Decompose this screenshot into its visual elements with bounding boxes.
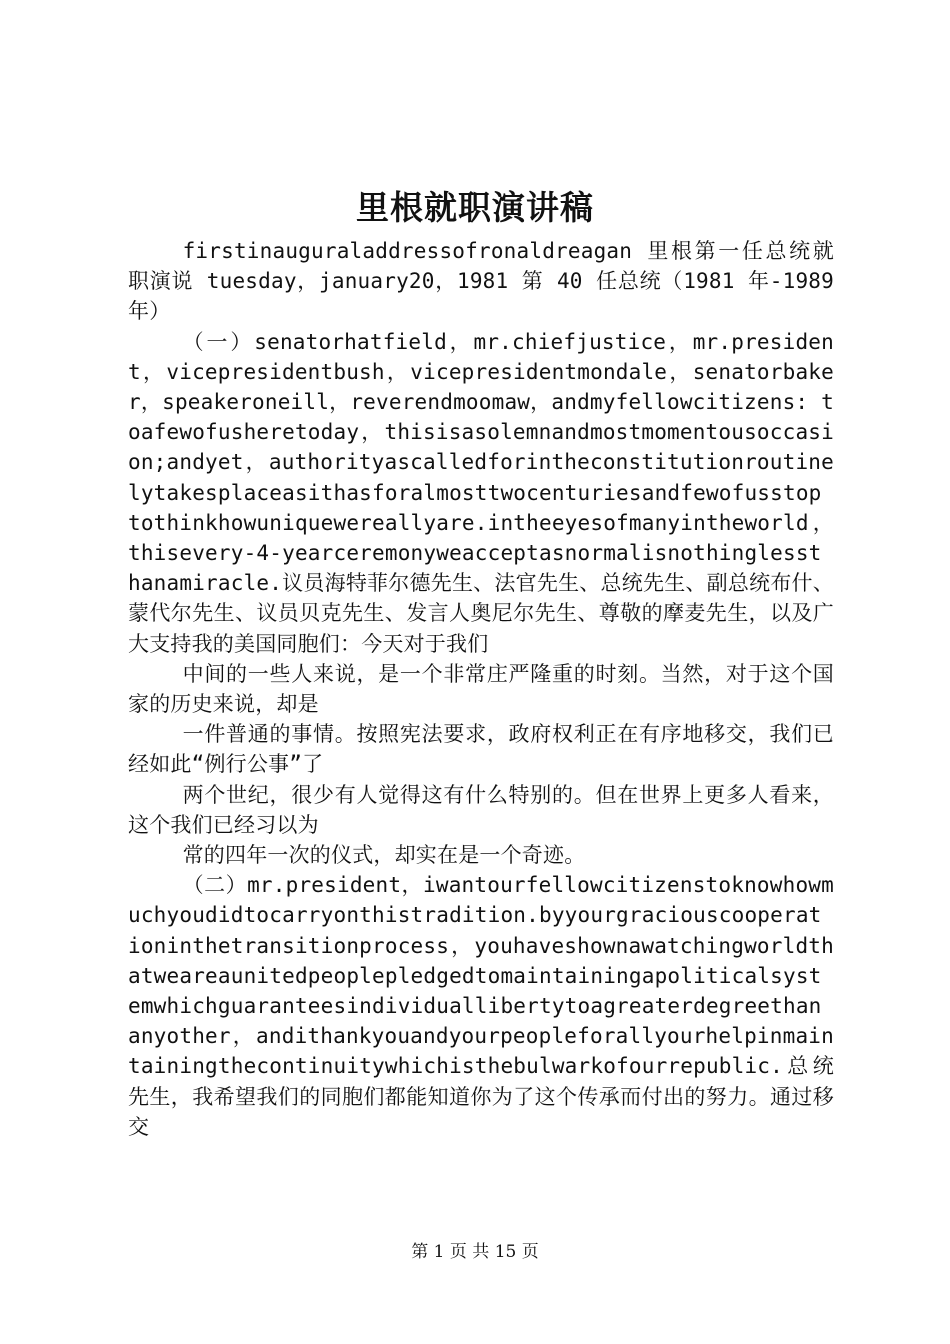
- paragraph-intro: firstinauguraladdressofronaldreagan 里根第一任总统就职演说 tuesday，january20，1981 第 40 任总统（1981 年-1989 年）: [128, 239, 834, 324]
- document-title: 里根就职演讲稿: [356, 188, 594, 227]
- paragraph-continuation-2: 一件普通的事情。按照宪法要求，政府权利正在有序地移交，我们已经如此“例行公事”了: [128, 722, 834, 777]
- paragraph-continuation-1: 中间的一些人来说，是一个非常庄严隆重的时刻。当然，对于这个国家的历史来说，却是: [128, 661, 834, 717]
- paragraph-continuation-4: 常的四年一次的仪式，却实在是一个奇迹。: [182, 843, 586, 868]
- document-body: [128, 236, 834, 1142]
- paragraph-continuation-3: 两个世纪，很少有人觉得这有什么特别的。但在世界上更多人看来，这个我们已经习以为: [128, 782, 834, 837]
- paragraph-section-2: （二）mr.president，iwantourfellowcitizenstoknowhowmuchyoudidtocarryonthistradition.byyourgraciouscooperationinthetransitionprocess，youhaveshownawatchingworldthatweareaunitedpeoplepledgedtomaintainingapoliticalsystemwhichguaranteesindividuallibertytoagreaterdegreethananyother，andithankyouandyourpeopleforallyourhelpinmaintainingthecontinuitywhichisthebulwarkofourrepublic.总统先生，我希望我们的同胞们都能知道你为了这个传承而付出的努力。通过移交: [128, 873, 834, 1139]
- page-number-footer: 第 1 页 共 15 页: [411, 1242, 539, 1262]
- paragraph-section-1: （一）senatorhatfield，mr.chiefjustice，mr.president，vicepresidentbush，vicepresidentmondale，senatorbaker，speakeroneill，reverendmoomaw，andmyfellowcitizens: toafewofusheretoday，thisisasolemnandmostmomentousoccasion;andyet，authorityascalledforintheconstitutionroutinelytakesplaceasithasforalmosttwocenturiesandfewofusstoptothinkhowuniquewereallyare.intheeyesofmanyintheworld，thisevery-4-yearceremonyweacceptasnormalisnothinglessthanamiracle.议员海特菲尔德先生、法官先生、总统先生、副总统布什、蒙代尔先生、议员贝克先生、发言人奥尼尔先生、尊敬的摩麦先生，以及广大支持我的美国同胞们：今天对于我们: [128, 329, 834, 656]
